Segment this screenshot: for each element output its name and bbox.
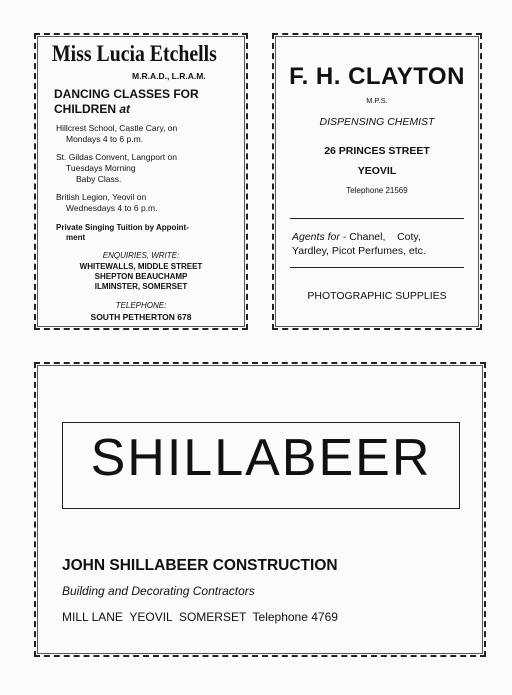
telephone: Telephone 21569	[346, 186, 408, 195]
business-role: DISPENSING CHEMIST	[319, 116, 435, 128]
classes-heading-children	[54, 102, 130, 116]
photographic-supplies: PHOTOGRAPHIC SUPPLIES	[307, 290, 447, 302]
class-time-2: Tuesdays Morning	[66, 163, 136, 173]
class-location-3: British Legion, Yeovil on	[56, 192, 147, 202]
company-logo: SHILLABEER	[90, 429, 432, 487]
singing-tuition: Private Singing Tuition by Appoint-	[56, 223, 189, 232]
children-label: CHILDREN	[54, 102, 116, 116]
qualifications: M.P.S.	[366, 96, 388, 105]
divider-bottom	[290, 267, 464, 268]
address-line-1: WHITEWALLS, MIDDLE STREET	[79, 262, 203, 271]
class-note-2: Baby Class.	[76, 174, 122, 184]
class-location-1: Hillcrest School, Castle Cary, on	[56, 123, 178, 133]
advertiser-name: Miss Lucia Etchells	[52, 41, 217, 66]
company-name: JOHN SHILLABEER CONSTRUCTION	[62, 557, 338, 574]
agents-label: Agents for -	[292, 231, 347, 243]
dancing-classes-advert	[34, 33, 248, 330]
enquiries-label: ENQUIRIES, WRITE:	[102, 251, 180, 260]
construction-advert	[34, 362, 486, 657]
street-address: 26 PRINCES STREET	[324, 145, 430, 157]
agents-line-2: Yardley, Picot Perfumes, etc.	[292, 245, 426, 257]
telephone-label: TELEPHONE:	[115, 301, 167, 310]
town: YEOVIL	[357, 165, 397, 177]
company-address: MILL LANE YEOVIL SOMERSET Telephone 4769	[62, 610, 338, 624]
class-time-1: Mondays 4 to 6 p.m.	[66, 134, 144, 144]
agents-line-1	[292, 231, 421, 243]
chemist-advert	[272, 33, 482, 330]
company-tagline: Building and Decorating Contractors	[62, 584, 255, 598]
address-line-3: ILMINSTER, SOMERSET	[94, 282, 188, 291]
class-time-3: Wednesdays 4 to 6 p.m.	[66, 203, 158, 213]
address-line-2: SHEPTON BEAUCHAMP	[94, 272, 188, 281]
at-label: at	[119, 102, 131, 116]
telephone-number: SOUTH PETHERTON 678	[90, 312, 192, 322]
qualifications: M.R.A.D., L.R.A.M.	[132, 71, 206, 81]
divider-top	[290, 218, 464, 219]
agents-brands-1: Chanel, Coty,	[349, 231, 421, 243]
classes-heading: DANCING CLASSES FOR	[54, 87, 199, 101]
advertiser-name: F. H. CLAYTON	[289, 63, 465, 90]
singing-tuition-cont: ment	[66, 233, 86, 242]
class-location-2: St. Gildas Convent, Langport on	[56, 152, 177, 162]
